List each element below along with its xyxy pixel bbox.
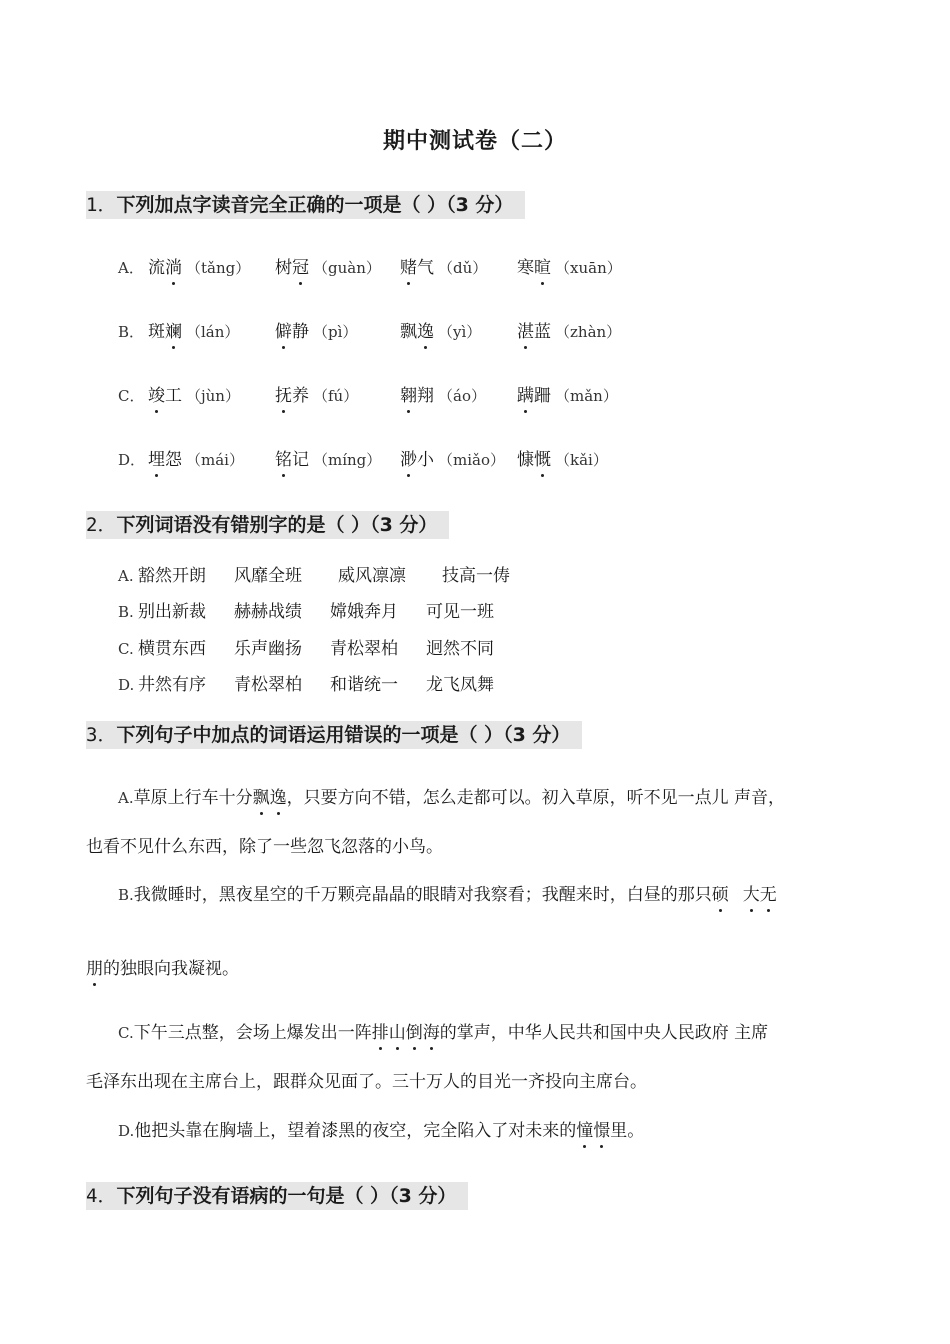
pinyin: （tǎng） — [186, 259, 251, 277]
word-with-pinyin — [148, 448, 244, 472]
word-char: 工 — [165, 386, 182, 406]
option-b-line-2 — [86, 957, 239, 981]
word-with-pinyin — [400, 320, 481, 344]
option-b-line-1 — [118, 883, 777, 907]
word-char: 翔 — [417, 386, 434, 406]
pinyin: （míng） — [313, 451, 382, 469]
option-label: A. — [118, 567, 134, 585]
dotted-char: 朋 — [86, 959, 103, 979]
dotted-char: 大 — [742, 885, 760, 905]
option-label: B. — [118, 603, 134, 621]
dotted-char: 蹒 — [517, 386, 534, 406]
option-label: A． — [118, 259, 144, 277]
sentence-text: ，只要方向不错，怎么走都可以。初入草原，听不见一点儿 声音， — [286, 788, 786, 808]
word-char: 斑 — [148, 322, 165, 342]
question-1-heading — [86, 191, 525, 219]
word-char: 怨 — [165, 450, 182, 470]
dotted-char: 斓 — [165, 322, 182, 342]
idiom: 风靡全班 — [234, 566, 302, 586]
dotted-char: 飘 — [252, 788, 270, 808]
pinyin: （lán） — [186, 323, 240, 341]
option-label: D. — [118, 1122, 135, 1140]
dotted-char: 无 — [759, 885, 777, 905]
pinyin: （áo） — [438, 387, 486, 405]
sentence-text: 他把头靠在胸墙上，望着漆黑的夜空，完全陷入了对未来的 — [134, 1121, 577, 1141]
pinyin: （miǎo） — [438, 451, 505, 469]
dotted-char: 逸 — [269, 788, 287, 808]
pinyin: （zhàn） — [555, 323, 622, 341]
option-label: B． — [118, 323, 145, 341]
dotted-char: 海 — [422, 1023, 440, 1043]
question-number: 2． — [86, 514, 117, 536]
word-char: 小 — [417, 450, 434, 470]
pinyin: （kǎi） — [555, 451, 608, 469]
dotted-char: 逸 — [417, 322, 434, 342]
word-with-pinyin — [400, 256, 487, 280]
idiom: 威风凛凛 — [338, 566, 406, 586]
word-with-pinyin — [148, 256, 250, 280]
dotted-char: 翱 — [400, 386, 417, 406]
question-text: 下列句子没有语病的一句是（ ）（3 分） — [116, 1185, 457, 1207]
option-label: D. — [118, 676, 135, 694]
word-char: 流 — [148, 258, 165, 278]
dotted-char: 淌 — [165, 258, 182, 278]
idiom: 技高一俦 — [442, 566, 510, 586]
word-char: 慷 — [517, 450, 534, 470]
pinyin: （xuān） — [555, 259, 622, 277]
sentence-text: 我微睡时，黑夜星空的千万颗亮晶晶的眼睛对我察看；我醒来时，白昼的那只 — [133, 885, 712, 905]
sentence-text: 里。 — [610, 1121, 645, 1141]
dotted-char: 抚 — [275, 386, 292, 406]
word-char: 蓝 — [534, 322, 551, 342]
word-char: 寒 — [517, 258, 534, 278]
idiom: 井然有序 — [138, 675, 206, 695]
question-4-heading — [86, 1182, 468, 1210]
idiom: 迥然不同 — [426, 639, 494, 659]
sentence-text: 的掌声，中华人民共和国中央人民政府 主席 — [439, 1023, 769, 1043]
pinyin: （dǔ） — [438, 259, 488, 277]
sentence-text: 的独眼向我凝视。 — [103, 959, 239, 979]
idiom: 嫦娥奔月 — [330, 602, 398, 622]
dotted-char: 铭 — [275, 450, 292, 470]
word-with-pinyin — [148, 384, 240, 408]
pinyin: （jùn） — [186, 387, 240, 405]
word-char: 飘 — [400, 322, 417, 342]
sentence-text: 毛泽东出现在主席台上，跟群众见面了。三十万人的目光一齐投向主席台。 — [86, 1072, 647, 1092]
option-label: C． — [118, 387, 145, 405]
option-d-line-1 — [118, 1119, 644, 1143]
option-label: D． — [118, 451, 146, 469]
idiom: 青松翠柏 — [330, 639, 398, 659]
word-with-pinyin — [275, 384, 358, 408]
page-title: 期中测试卷（二） — [382, 129, 567, 154]
sentence-text: 下午三点整，会场上爆发出一阵 — [133, 1023, 372, 1043]
sentence-text: 草原上行车十分 — [133, 788, 253, 808]
option-a-line-1 — [118, 786, 785, 810]
word-char: 跚 — [534, 386, 551, 406]
question-number: 3． — [86, 724, 117, 746]
word-with-pinyin — [275, 448, 381, 472]
question-2-heading — [86, 511, 449, 539]
idiom: 乐声幽扬 — [234, 639, 302, 659]
dotted-char: 埋 — [148, 450, 165, 470]
pinyin: （guàn） — [313, 259, 381, 277]
dotted-char: 慨 — [534, 450, 551, 470]
dotted-char: 憧 — [576, 1121, 594, 1141]
word-with-pinyin — [400, 448, 505, 472]
option-label: B. — [118, 886, 134, 904]
word-char: 养 — [292, 386, 309, 406]
idiom: 豁然开朗 — [138, 566, 206, 586]
pinyin: （mǎn） — [555, 387, 618, 405]
dotted-char: 硕 — [711, 885, 729, 905]
option-label: C. — [118, 1024, 134, 1042]
idiom: 和谐统一 — [330, 675, 398, 695]
option-c-line-1 — [118, 1021, 768, 1045]
dotted-char: 僻 — [275, 322, 292, 342]
sentence-text: 也看不见什么东西，除了一些忽飞忽落的小鸟。 — [86, 837, 443, 857]
idiom: 别出新裁 — [138, 602, 206, 622]
word-char: 树 — [275, 258, 292, 278]
word-with-pinyin — [275, 320, 357, 344]
question-text: 下列词语没有错别字的是（ ）（3 分） — [116, 514, 438, 536]
word-with-pinyin — [148, 320, 239, 344]
dotted-char: 排 — [371, 1023, 389, 1043]
word-with-pinyin — [517, 448, 608, 472]
dotted-char: 憬 — [593, 1121, 611, 1141]
option-c-line-2 — [86, 1070, 647, 1094]
word-char: 记 — [292, 450, 309, 470]
pinyin: （fú） — [313, 387, 359, 405]
pinyin: （pì） — [313, 323, 358, 341]
idiom: 青松翠柏 — [234, 675, 302, 695]
question-text: 下列加点字读音完全正确的一项是（ ）（3 分） — [116, 194, 514, 216]
idiom: 赫赫战绩 — [234, 602, 302, 622]
question-text: 下列句子中加点的词语运用错误的一项是（ ）（3 分） — [116, 724, 571, 746]
word-with-pinyin — [517, 256, 622, 280]
dotted-char: 山 — [388, 1023, 406, 1043]
dotted-char: 冠 — [292, 258, 309, 278]
dotted-char: 渺 — [400, 450, 417, 470]
idiom: 横贯东西 — [138, 639, 206, 659]
question-3-heading — [86, 721, 582, 749]
pinyin: （yì） — [438, 323, 482, 341]
question-number: 1． — [86, 194, 117, 216]
dotted-char: 倒 — [405, 1023, 423, 1043]
word-char: 气 — [417, 258, 434, 278]
idiom: 可见一班 — [426, 602, 494, 622]
option-a-line-2 — [86, 835, 443, 859]
word-with-pinyin — [517, 320, 621, 344]
option-label: A. — [118, 789, 134, 807]
word-with-pinyin — [275, 256, 381, 280]
dotted-char: 赌 — [400, 258, 417, 278]
word-with-pinyin — [517, 384, 618, 408]
option-label: C. — [118, 640, 134, 658]
dotted-char: 竣 — [148, 386, 165, 406]
idiom: 龙飞凤舞 — [426, 675, 494, 695]
pinyin: （mái） — [186, 451, 244, 469]
dotted-char: 湛 — [517, 322, 534, 342]
word-char: 静 — [292, 322, 309, 342]
question-number: 4． — [86, 1185, 117, 1207]
word-with-pinyin — [400, 384, 486, 408]
dotted-char: 暄 — [534, 258, 551, 278]
